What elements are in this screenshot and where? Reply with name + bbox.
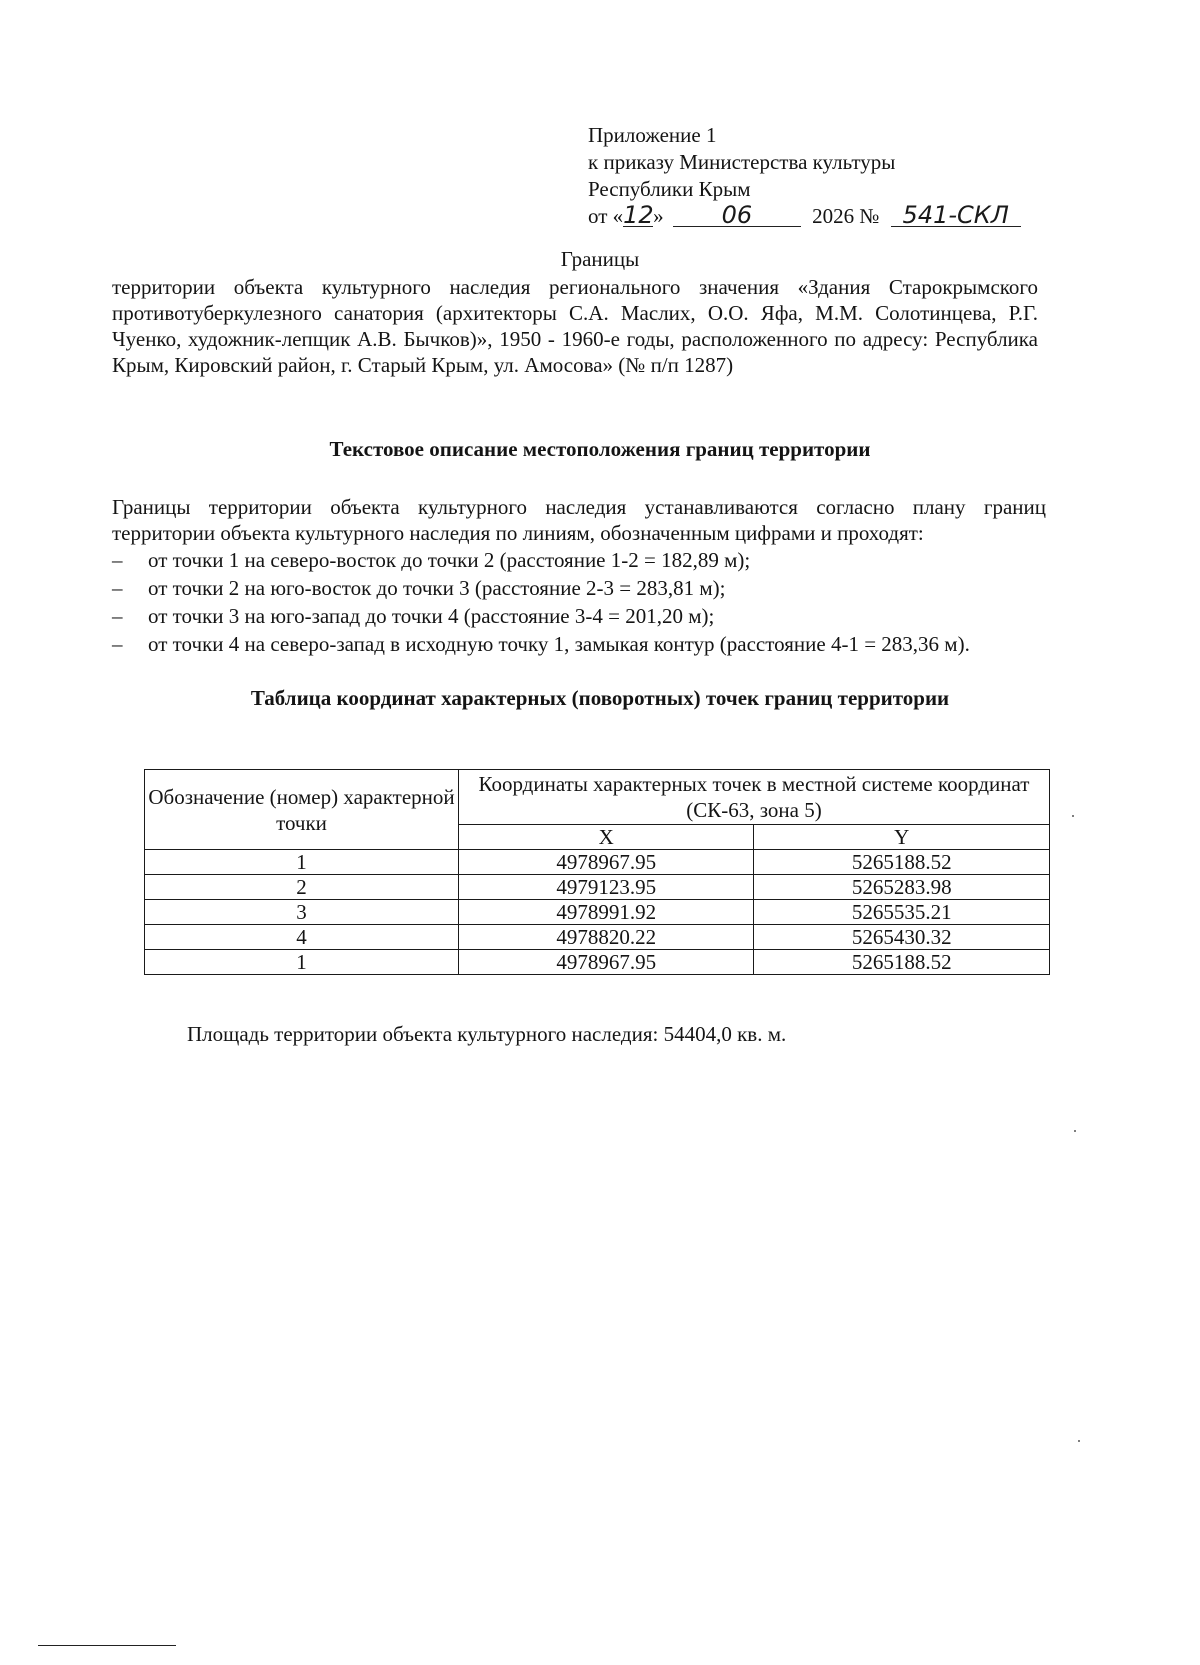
footnote-divider xyxy=(38,1645,176,1646)
table-row xyxy=(145,850,1050,875)
list-item: – от точки 4 на северо-запад в исходную точку 1, замыкая контур (расстояние 4-1 = 283,36 м). xyxy=(112,632,970,656)
scan-speck xyxy=(1072,815,1074,817)
appendix-order-ref: к приказу Министерства культуры xyxy=(588,150,896,174)
cell-y: 5265188.52 xyxy=(754,850,1050,875)
header-y: Y xyxy=(754,825,1050,850)
scan-speck xyxy=(1074,1130,1076,1132)
cell-y: 5265430.32 xyxy=(754,925,1050,950)
cell-point: 4 xyxy=(145,925,459,950)
cell-x: 4978967.95 xyxy=(459,850,754,875)
table-row xyxy=(145,875,1050,900)
header-x: X xyxy=(459,825,754,850)
coordinates-table xyxy=(144,769,1050,975)
description-heading: Текстовое описание местоположения границ территории xyxy=(329,437,871,461)
table-row xyxy=(145,925,1050,950)
appendix-date-line xyxy=(588,203,1021,230)
list-item: – от точки 1 на северо-восток до точки 2 (расстояние 1-2 = 182,89 м); xyxy=(112,548,751,572)
date-prefix: от « xyxy=(588,204,624,228)
cell-y: 5265283.98 xyxy=(754,875,1050,900)
list-dash: – xyxy=(112,632,123,656)
cell-x: 4978991.92 xyxy=(459,900,754,925)
cell-point: 1 xyxy=(145,850,459,875)
cell-y: 5265188.52 xyxy=(754,950,1050,975)
header-point: Обозначение (номер) характерной точки xyxy=(145,770,459,850)
area-statement: Площадь территории объекта культурного наследия: 54404,0 кв. м. xyxy=(187,1022,787,1046)
date-day: 12 xyxy=(623,201,654,229)
order-number: 541-СКЛ xyxy=(891,204,1021,227)
object-title: территории объекта культурного наследия регионального значения «Здания Старокрымского противотуберкулезного санатория (архитекторы С.А. Маслих, О.О. Яфа, М.М. Солотинцева, Р.Г. Чуенко, художник-лепщик А.В. Бычков)», 1950 - 1960-е годы, расположенного по адресу: Республика Крым, Кировский район, г. Старый Крым, ул. Амосова» (№ п/п 1287) xyxy=(112,275,1038,377)
title-word: Границы xyxy=(560,247,640,271)
list-item: – от точки 3 на юго-запад до точки 4 (расстояние 3-4 = 201,20 м); xyxy=(112,604,715,628)
cell-y: 5265535.21 xyxy=(754,900,1050,925)
cell-x: 4979123.95 xyxy=(459,875,754,900)
cell-point: 3 xyxy=(145,900,459,925)
list-item: – от точки 2 на юго-восток до точки 3 (расстояние 2-3 = 283,81 м); xyxy=(112,576,726,600)
scan-speck xyxy=(1078,1440,1080,1442)
list-dash: – xyxy=(112,576,123,600)
list-dash: – xyxy=(112,604,123,628)
list-dash: – xyxy=(112,548,123,572)
header-coordinates: Координаты характерных точек в местной системе координат (СК-63, зона 5) xyxy=(459,770,1050,825)
appendix-title: Приложение 1 xyxy=(588,123,717,147)
appendix-republic: Республики Крым xyxy=(588,177,751,201)
date-year: 2026 № xyxy=(812,204,880,228)
date-day-suffix: » xyxy=(653,204,664,228)
appendix-header xyxy=(588,122,1021,230)
table-row xyxy=(145,950,1050,975)
cell-point: 1 xyxy=(145,950,459,975)
table-heading: Таблица координат характерных (поворотных) точек границ территории xyxy=(250,686,950,710)
cell-x: 4978820.22 xyxy=(459,925,754,950)
table-row xyxy=(145,900,1050,925)
cell-x: 4978967.95 xyxy=(459,950,754,975)
cell-point: 2 xyxy=(145,875,459,900)
boundary-list xyxy=(112,546,970,658)
date-month: 06 xyxy=(673,204,801,227)
description-intro: Границы территории объекта культурного наследия устанавливаются согласно плану границ территории объекта культурного наследия по линиям, обозначенным цифрами и проходят: xyxy=(112,495,1046,545)
